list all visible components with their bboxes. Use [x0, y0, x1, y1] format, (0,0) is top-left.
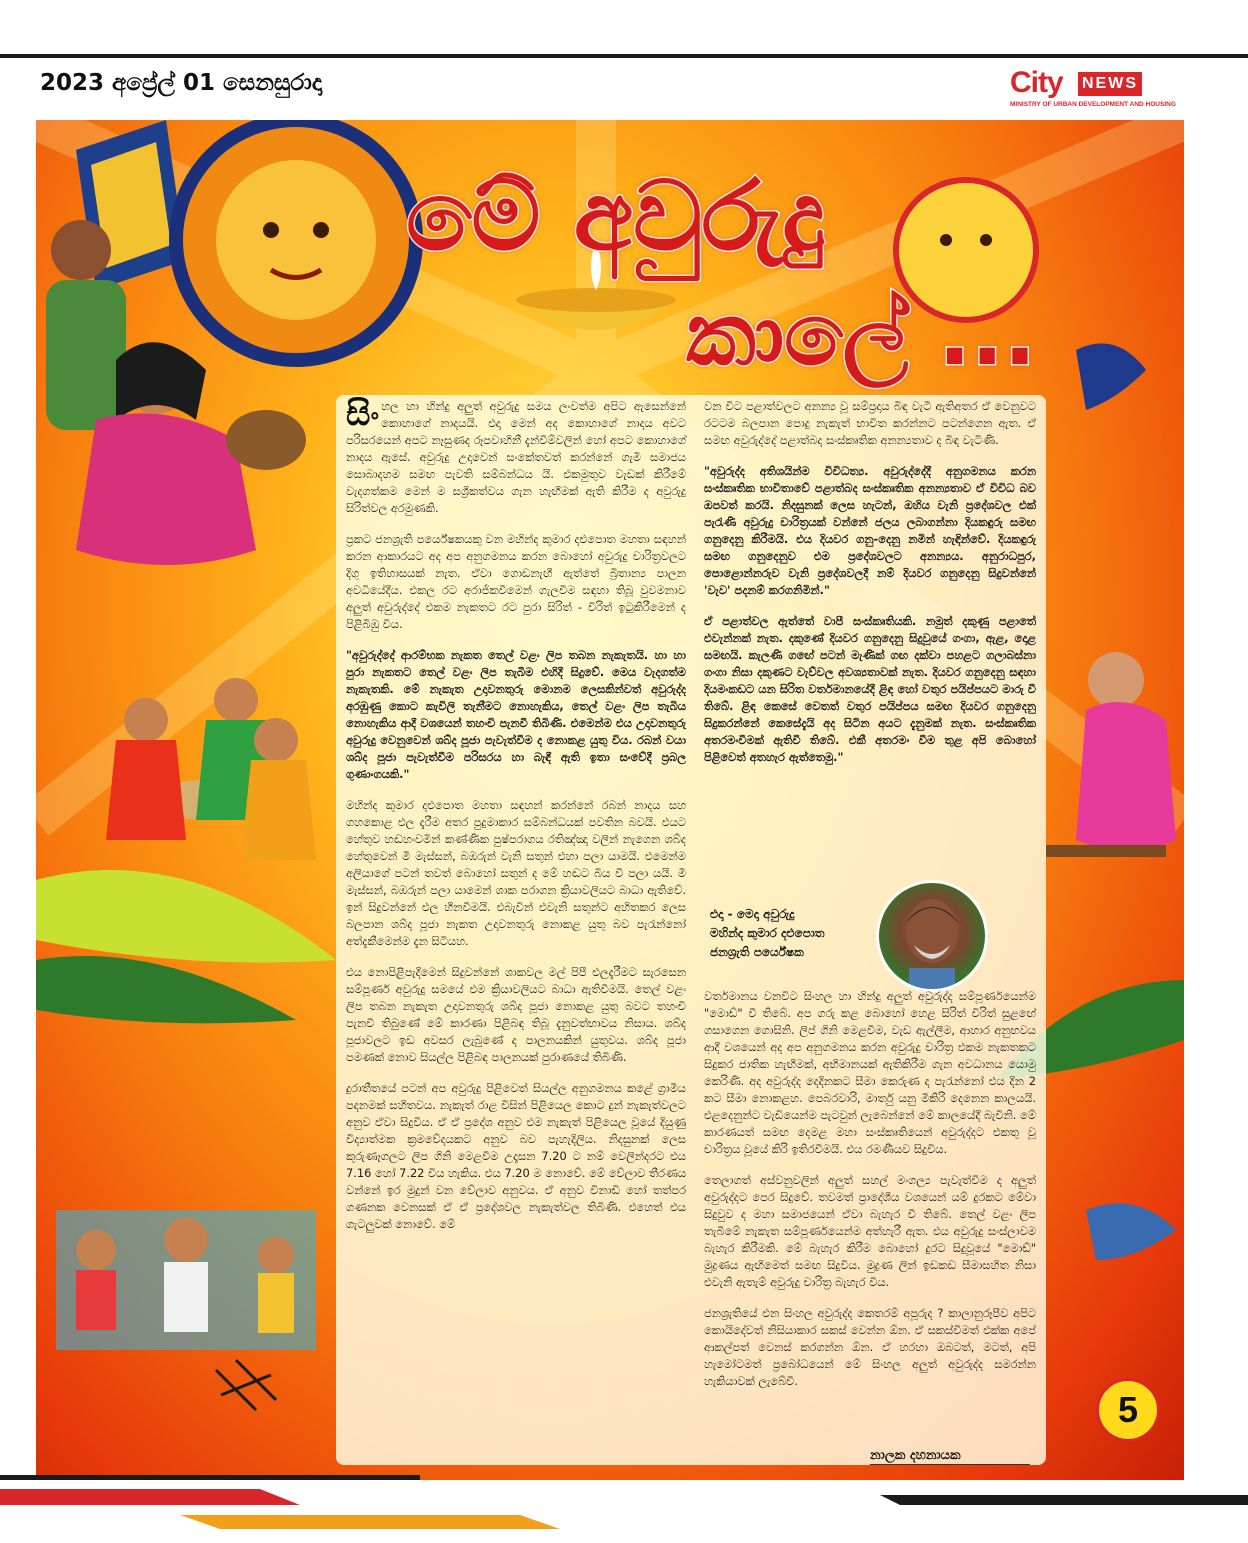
article-column-2-bottom [704, 988, 1036, 1404]
quote-paragraph: "අවුරුද්ද අතිශයින්ම විවිධත්‍ය. අවුරුද්දේදී අනුගමනය කරන සංස්කෘතික භාවිතාවේ පළාත්බද සංස්කෘතික අනන්‍යතාව ඒ විවිධ බව ඔපවත් කරයි. නිදසුනක් ලෙස හැටන්, ඔහිය වැනි ප්‍රදේශවල එක් පැරැණි අවුරුදු චාරිත්‍රයක් වන්නේ ජලය ලබාගන්නා දියකඳුරු සමඟ ගනුදෙනු කිරීමයි. එය දියවර ගනු-දෙනු නමින් හැඳින්වේ. දියකඳුරු සමඟ ගනුදෙනුව එම ප්‍රදේශවලට අනන්‍යය. අනුරාධපුර, පොළොන්නරුව වැනි ප්‍රදේශවලදී නම් දියවර ගනුදෙනු සිදුවන්නේ 'වැව' පදනම් කරගනිමින්." [704, 464, 1036, 597]
brand-ministry: MINISTRY OF URBAN DEVELOPMENT AND HOUSING [1010, 101, 1176, 108]
top-rule [0, 54, 1248, 58]
paragraph: වර්තමානය වනවිට සිංහල හා හින්දු අලුත් අවුරුද්ද සම්පූර්ණයෙන්ම "මොඩ්" වී තිබේ. අප ගරු කළ බොහෝ හෙළ සිරිත් විරිත් සුළඟේ ගසාගෙන ගොසිනි. ලිප් ගිනි මෙළවීම, වැඩ ඇල්ලීම, ආහාර අනුභවය ආදී වශයෙන් අද අප අනුගමනය කරන අවුරුදු චාරිත්‍ර එකම නැකතකට සිදුකර ජාතික හැඟීමක්, අභිමානයක් ඇතිකිරීම ගැන අවධානය යොමු කෙරිණි. අද අවුරුද්ද දෙදිනකට සීමා කෙරුණ ද පැරැන්නෝ එය දින 2 කට සීමා නොකළහ. පෙබරවාරි, මාර්තු යනු මීකිරි දෙනෙන කාලයයි. එළදෙනුන්ට වැඩියෙන්ම පැටවුන් ලැබෙන්නේ මේ කාලයේදී බැවිනි. මේ කාරණයත් සමඟ දෙමළ මහා සංස්කෘතියෙන් අවුරුද්දට එකතු වූ චාරිත්‍රය වූයේ කිරි ඉතිරවීමයි. එය රමණීයව සිදුවිය. [704, 989, 1036, 1156]
paragraph: හල හා හින්දු අලුත් අවුරුදු සමය ලංවත්ම අපිට ඇසෙන්නේ කොහාගේ නාදයයි. එදා මෙන් අද කොහාගේ නාදය අවට පරිසරයෙන් අපට නෑසුණද රූපවාහිනී දැන්වීම්වලින් හෝ අපට කොහාගේ නාදය ඇසේ. අවුරුදු උදාවෙන් සංකේතවත් කරන්නේ ගැමි සමාජය සොබාදහම සමඟ පැවති සම්බන්ධය යි. එකමුතුව වැඩක් කිරීමේ වැදගත්කම මෙන් ම සශ්‍රීකත්වය ගැන හැඟීමක් ඇති කිරීම ද අවුරුදු සිරිත්වල අරමුණකි. [346, 399, 686, 515]
signature-title: ජනශ්‍රැති පර්යේෂක [710, 945, 804, 959]
headline-line1: මේ අවුරුදු [406, 160, 825, 272]
article-column-1 [346, 394, 687, 1247]
swing-woman-figure [1046, 652, 1176, 857]
signature-name: මහින්ද කුමාර දළුපොත [710, 926, 825, 940]
dropcap: සිං [346, 394, 380, 434]
paragraph: දුරාතීතයේ පටන් අප අවුරුදු පිළිවෙත් සියල්ල අනුගමනය කළේ ග්‍රාමීය පදනමක් සහිතවය. නැකැත් රාළ විසින් පිළියෙල කොට දුන් නැකැත්වලට අනුව ඒවා සිදුවිය. ඒ ඒ ප්‍රදේශ අනුව එම නැකැත් පිළියෙල වූයේ දියුණු විද්‍යාත්මක ක්‍රමවේදයකට අනුව බව පැහැදිලිය. නිදසුනක් ලෙස කුරුණෑගලට ලිප ගිනි මෙළවීම උදෑසන 7.20 ට නම් වෙලින්දරට එය 7.16 හෝ 7.22 විය හැකිය. එය 7.20 ම නොවේ. මේ වේලාව තීරණය වන්නේ ඉර මුදුන් වන වේලාව අනුවය. ඒ අනුව විනාඩි හෝ තත්පර ගණනක වෙනසක් ඒ ඒ ප්‍රදේශවල නැකැත්වල තිබිණි. එහෙත් එය ගැටලුවක් නොවේ. මේ [346, 1081, 687, 1231]
paragraph: ජනශ්‍රැතියේ එන සිංහල අවුරුද්ද කෙතරම් අපූරුද ? කාලානුරූපීව අපිට කොයිදේවත් නිසියාකාර සකස් වෙන්න ඕන. ඒ සකස්වීමත් එක්ක අපේ ආකල්පත් වෙනස් කරගන්න ඕන. ඒ හරහා ඔබටත්, මටත්, අපි හැමෝටමත් ප්‍රබෝධයෙන් මේ සිංහල අලුත් අවුරුද්ද සමරන්න හැකියාවක් ලැබේවී. [704, 1306, 1036, 1388]
paragraph: මහින්ද කුමාර දළුපොත මහතා සඳහන් කරන්නේ රබන් නාදය සහ ගහකොළ එල දැරීම අතර පුදුමාකාර සම්බන්ධයක් පවතින බවයි. එයට හේතුව හඬහංවමින් කණ්ණික පුෂ්පරාගය රතිඤ්ඤා වලින් නැගෙන ශබ්ද හේතුවෙන් මී මැස්සන්, බඹරුන් වැනි සතුන් එහා පලා යාමයි. එමෙන්ම අලියාගේ පටන් තවත් බොහෝ සතුන් ද මේ හඬට බිය වී පලා යයි. මී මැස්සන්, බඹරුන් පලා යාමෙන් ශාක පරාගන ක්‍රියාවලියට බාධා ඇතිවේ. ඉන් සිදුවන්නේ එල හීනවීමයි. එබැවින් එවැනි සතුන්ට අහිතකර ලෙස බලපාන ශබ්ද පූජා නැකත උදාවනතුරු නොකළ යුතු බව පැරැන්නෝ අත්දැකීමෙන්ම දැන සිටියහ. [346, 798, 686, 948]
issue-date: 2023 අප්‍රේල් 01 සෙනසුරාදා [40, 70, 323, 96]
paragraph: තෙලාගත් අස්වනුවලින් අලුත් සහල් මංගල්‍ය පැවැත්වීම ද අලුත් අවුරුද්දට පෙර සිදුවේ. තවමත් ප්‍රාදේශීය වශයෙන් යම් දුරකට මේවා සිදුවුව ද මහා සමාජයෙන් ඒවා බැහැර වී තිබේ. තෙල් වළං ලිප තැබීමේ නැකැත සම්පූර්ණයෙන්ම අත්හැරී ඇත. එය අවුරුදු සංස්ලාවම බැහැර කිරීමකි. මේ බැහැර කිරීම බොහෝ දුරට සිදුවූයේ "මොඩ්" මුද්‍රණය ඇඟිමෙත් සමඟ සිදුවිය. මුද්‍රණ ලින් ඉඩකඩ සීමාසහිත නිසා එවැනි ඇතැම් අවුරුදු චාරිත්‍ර බැහැර විය. [704, 1173, 1036, 1289]
paragraph: එය නොපිළිපැදීමෙන් සිදුවන්නේ ශාකවල මල් පිපී එලදැරීමට සැරසෙන සම්පූර්ණ අවුරුදු සමයේ එම ක්‍රියාවලියට බාධා ඇතිවීමයි. තෙල් වළං ලිප තබන නැකැත උදාවනතුරු ශබ්ද පූජා නොකළ යුතු බවට තහංචි පැනවී තිබුණේ මේ කාරණා පිළිබඳ තිබූ දැනුවත්භාවය නිසාය. ශබ්ද පූජාවලට ඉඩ අවසර ලැබුණේ ද පාලනයකින් යුතුවය. ශබ්ද පූජා පමණක් නොව සියල්ල පිළිබඳ පාලනයක් පුරාණයේ තිබිණි. [346, 965, 686, 1064]
article-column-2-top [704, 398, 1036, 780]
brand-news: NEWS [1078, 72, 1142, 96]
paragraph: ප්‍රකට ජනශ්‍රැති පර්යේෂකයකු වන මහින්ද කුමාර දළුපොත මහතා සඳහන් කරන ආකාරයට අද අප අනුගමනය කරන බොහෝ අවුරුදු චාරිත්‍රවලට දිගු ඉතිහාසයක් නැත. ඒවා ගොඩනැඟී ඇත්තේ බ්‍රිතාන්‍ය පාලන අවධියේදීය. එකල රට අරාජිකවීමෙන් ගැලවීම සඳහා තිබූ වුවමනාව අලුත් අවුරුද්දේ එකම නැකතට රට පුරා සිරිත් - විරිත් ඉටුකිරීමෙන් ද පිළිබිඹු විය. [346, 532, 686, 631]
feature-artwork [36, 120, 1184, 1480]
women-group-figure [106, 678, 316, 860]
author-byline: නාලක දහනායක [870, 1448, 961, 1463]
paragraph: වන විට පළාත්වලට අනන්‍ය වූ සම්ප්‍රදාය බිඳ වැටී ඇතිඅතර ඒ වෙනුවට රටටම බලපාන පොදු නැකැත් භාවිත කරන්නට පටන්ගෙන ඇත. ඒ සමඟ අවුරුද්දේ පළාත්බද සංස්කෘතික අනන්‍යතාව ද බිඳ වැටිණි. [704, 399, 1036, 447]
interviewee-photo [876, 880, 988, 992]
page-number-badge: 5 [1096, 1378, 1160, 1442]
sun-icon [176, 120, 416, 360]
brand-logo [1010, 66, 1210, 110]
bird-icon [1086, 1203, 1176, 1260]
bird-icon [1076, 343, 1146, 410]
signature-line: එදා - මෙදා අවුරුදු [710, 907, 795, 921]
headline-line2: කාලේ ... [686, 285, 1037, 385]
children-figure [56, 1210, 316, 1350]
firecracker-decoration [216, 1360, 276, 1410]
footer-stripes [0, 1475, 1248, 1543]
quote-paragraph: ඒ පළාත්වල ඇත්තේ වාපී සංස්කෘතියකි. නමුත් දකුණු පළාතේ එවැන්නක් නැත. දකුණේ දියවර ගනුදෙනු සිදුවූයේ ගංගා, ඇළ, දොළ සමඟයි. කැලණි ගඟේ පටන් මැණික් ගඟ දක්වා පහළට ගලාබස්නා ගංගා නිසා දකුණට වැව්වල අවශ්‍යතාවක් නැත. දියවර ගනුදෙනු සඳහා දියමංකඩට යන සිරිත වර්තමානයේදී ළිඳ හෝ වතුර පයිප්පයට මාරු වී තිබේ. ළිඳ කෙසේ වෙතත් වතුර පයිප්පය සමඟ දියවර ගනුදෙනු සිදුකරන්නේ කෙසේදැයි අද සිටින අයට දැනුමක් නැත. සංස්කෘතික අතරමංවීමක් ඇතිවී තිබේ. එකී අතරමං වීම තුළ අපි බොහෝ පිළිවෙත් අතහැර ඇත්තෙමු." [704, 614, 1036, 764]
byline-rule [870, 1464, 1030, 1465]
quote-paragraph: "අවුරුද්දේ ආරම්භක නැකත තෙල් වළං ලිප තබන නැකැතයි. හා හා පුරා නැකතට තෙල් වළං ලිප තැබීම එහිදී සිදුවේ. මෙය වැදගත්ම නැකැතකි. මේ නැකැත උදාවනතුරු මොනම ලෙසකින්වත් අවුරුද්ද අරඹුණු කොට කැවිලි තැනීමට නොහැකිය, තෙල් වළං ලිප තැබිය නොහැකිය ආදී වශයෙන් තහංචි පැනවී තිබිණි. එමෙන්ම එය උදාවනතුරු අවුරුදු වෙනුවෙන් ශබ්ද පූජා පැවැත්වීම ද නොකළ යුතු විය. රබන් වයා ශබ්ද පූජා පැවැත්වීම පරිසරය හා බැඳී ඇති ඉතා සංවේදී ප්‍රබල ගුණාංගයකි." [346, 648, 686, 781]
brand-city: City [1010, 66, 1063, 99]
